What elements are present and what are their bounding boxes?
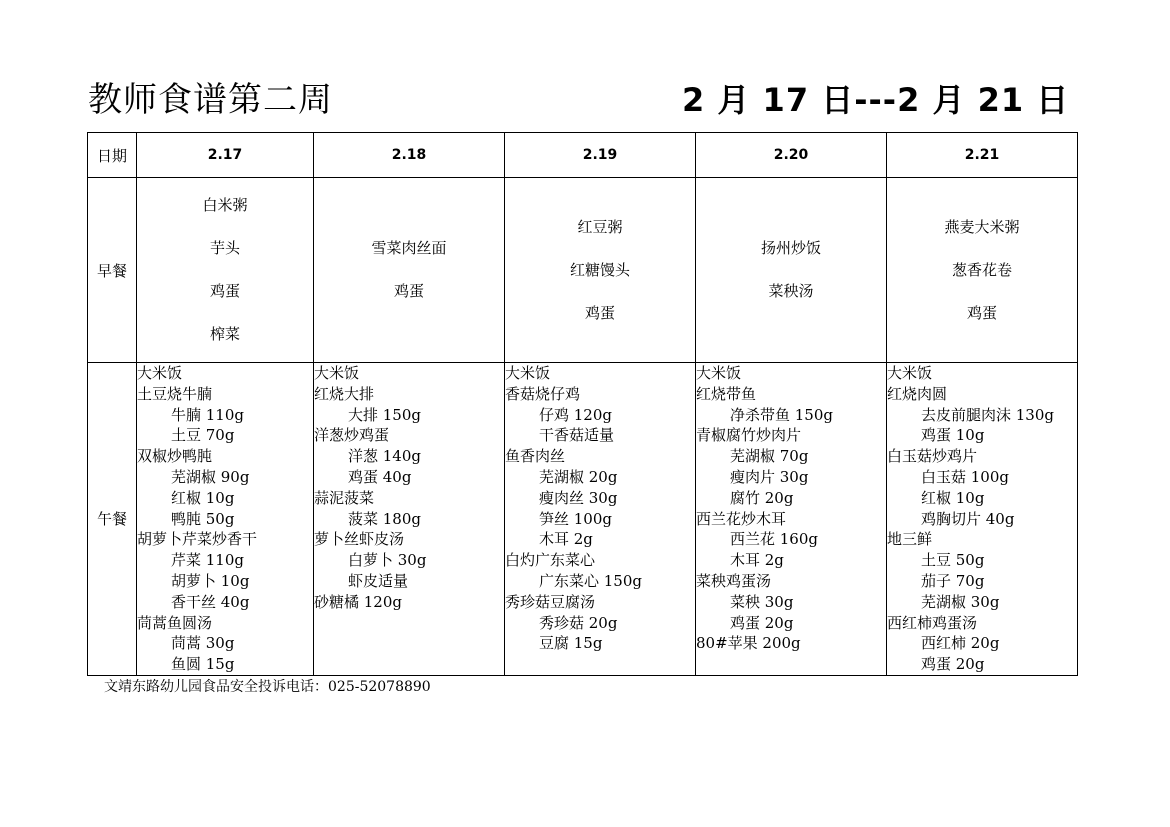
breakfast-item: 榨菜 (209, 325, 240, 343)
dish-line: 青椒腐竹炒肉片 (696, 426, 802, 445)
lunch-cell (887, 363, 1078, 676)
lunch-cell (696, 363, 887, 676)
ingredient-line: 鱼圆 15g (171, 655, 235, 674)
ingredient-line: 腐竹 20g (730, 488, 794, 507)
breakfast-label: 早餐 (88, 178, 137, 363)
dish-line: 大米饭 (887, 364, 933, 382)
ingredient-line: 菜秧 30g (730, 592, 794, 611)
breakfast-item: 燕麦大米粥 (944, 217, 1020, 236)
breakfast-item: 扬州炒饭 (760, 239, 821, 257)
ingredient-line: 白萝卜 30g (348, 551, 427, 570)
ingredient-line: 秀珍菇 20g (539, 613, 618, 632)
ingredient-line: 虾皮适量 (348, 571, 409, 590)
ingredient-line: 西红柿 20g (921, 634, 1000, 653)
ingredient-line: 西兰花 160g (730, 530, 819, 549)
ingredient-line: 芜湖椒 30g (921, 592, 1000, 611)
ingredient-line: 瘦肉片 30g (730, 467, 809, 486)
dish-line: 大米饭 (314, 364, 360, 382)
breakfast-item: 芋头 (209, 239, 240, 257)
lunch-label: 午餐 (88, 363, 137, 676)
ingredient-line: 芜湖椒 70g (730, 447, 809, 466)
dish-line: 胡萝卜芹菜炒香干 (137, 530, 258, 549)
ingredient-line: 红椒 10g (171, 488, 235, 507)
ingredient-line: 仔鸡 120g (539, 405, 613, 424)
complaint-hotline: 文靖东路幼儿园食品安全投诉电话：025-52078890 (104, 679, 431, 695)
date-header: 2.18 (314, 133, 505, 178)
ingredient-line: 牛腩 110g (171, 405, 245, 424)
ingredient-line: 鸡蛋 20g (730, 613, 794, 632)
ingredient-line: 鸡蛋 10g (921, 426, 985, 445)
lunch-cell (314, 363, 505, 676)
ingredient-line: 木耳 2g (539, 530, 593, 549)
ingredient-line: 芜湖椒 90g (171, 467, 250, 486)
breakfast-cell (505, 178, 696, 363)
ingredient-line: 鸭肫 50g (171, 509, 235, 528)
breakfast-item: 鸡蛋 (209, 282, 240, 300)
ingredient-line: 土豆 50g (921, 551, 985, 570)
menu-table (87, 132, 1078, 676)
breakfast-item: 葱香花卷 (951, 260, 1012, 279)
dish-line: 秀珍菇豆腐汤 (505, 592, 596, 611)
dish-line: 白灼广东菜心 (505, 551, 596, 570)
breakfast-row (88, 178, 1078, 363)
ingredient-line: 红椒 10g (921, 488, 985, 507)
ingredient-line: 香干丝 40g (171, 592, 250, 611)
lunch-row (88, 363, 1078, 676)
breakfast-item: 鸡蛋 (584, 303, 615, 322)
dish-line: 洋葱炒鸡蛋 (314, 426, 390, 445)
breakfast-item: 红豆粥 (577, 217, 623, 236)
dish-line: 大米饭 (505, 364, 551, 382)
ingredient-line: 瘦肉丝 30g (539, 488, 618, 507)
breakfast-item: 雪菜肉丝面 (371, 239, 447, 257)
dish-line: 红烧大排 (314, 384, 375, 403)
ingredient-line: 鸡胸切片 40g (921, 509, 1015, 528)
lunch-cell (505, 363, 696, 676)
ingredient-line: 净杀带鱼 150g (730, 405, 834, 424)
date-column-label: 日期 (88, 133, 137, 178)
ingredient-line: 鸡蛋 40g (348, 467, 412, 486)
dish-line: 鱼香肉丝 (505, 447, 566, 466)
dish-line: 西兰花炒木耳 (696, 509, 787, 528)
header-row (88, 133, 1078, 178)
dish-line: 地三鲜 (887, 530, 933, 549)
dish-line: 80#苹果 200g (696, 634, 801, 653)
ingredient-line: 笋丝 100g (539, 509, 613, 528)
dish-line: 西红柿鸡蛋汤 (887, 613, 978, 632)
dish-line: 菜秧鸡蛋汤 (696, 571, 772, 590)
ingredient-line: 去皮前腿肉沫 130g (921, 405, 1055, 424)
page-title: 教师食谱第二周 (88, 80, 333, 120)
dish-line: 土豆烧牛腩 (137, 384, 213, 403)
breakfast-item: 菜秧汤 (768, 282, 814, 300)
ingredient-line: 茼蒿 30g (171, 634, 235, 653)
dish-line: 白玉菇炒鸡片 (887, 447, 978, 466)
ingredient-line: 洋葱 140g (348, 447, 422, 466)
breakfast-item: 红糖馒头 (569, 260, 630, 279)
date-header: 2.20 (696, 133, 887, 178)
breakfast-item: 鸡蛋 (966, 303, 997, 322)
breakfast-item: 白米粥 (202, 196, 248, 214)
ingredient-line: 豆腐 15g (539, 634, 603, 653)
dish-line: 红烧肉圆 (887, 384, 948, 403)
dish-line: 茼蒿鱼圆汤 (137, 613, 213, 632)
ingredient-line: 土豆 70g (171, 426, 235, 445)
breakfast-cell (887, 178, 1078, 363)
breakfast-cell (137, 178, 314, 363)
dish-line: 红烧带鱼 (696, 384, 757, 403)
date-range: 2 月 17 日---2 月 21 日 (682, 81, 1070, 119)
dish-line: 大米饭 (696, 364, 742, 382)
ingredient-line: 胡萝卜 10g (171, 571, 250, 590)
dish-line: 蒜泥菠菜 (314, 488, 375, 507)
ingredient-line: 大排 150g (348, 405, 422, 424)
date-header: 2.17 (137, 133, 314, 178)
dish-line: 萝卜丝虾皮汤 (314, 530, 405, 549)
dish-line: 砂糖橘 120g (314, 592, 403, 611)
breakfast-cell (314, 178, 505, 363)
ingredient-line: 菠菜 180g (348, 509, 422, 528)
ingredient-line: 芹菜 110g (171, 551, 245, 570)
ingredient-line: 白玉菇 100g (921, 467, 1010, 486)
date-header: 2.21 (887, 133, 1078, 178)
ingredient-line: 茄子 70g (921, 571, 985, 590)
ingredient-line: 干香菇适量 (539, 426, 615, 445)
dish-line: 香菇烧仔鸡 (505, 384, 581, 403)
lunch-cell (137, 363, 314, 676)
ingredient-line: 芜湖椒 20g (539, 467, 618, 486)
breakfast-cell (696, 178, 887, 363)
breakfast-item: 鸡蛋 (393, 282, 424, 300)
dish-line: 大米饭 (137, 364, 183, 382)
ingredient-line: 鸡蛋 20g (921, 655, 985, 674)
dish-line: 双椒炒鸭肫 (137, 447, 213, 466)
date-header: 2.19 (505, 133, 696, 178)
ingredient-line: 木耳 2g (730, 551, 784, 570)
ingredient-line: 广东菜心 150g (539, 571, 643, 590)
